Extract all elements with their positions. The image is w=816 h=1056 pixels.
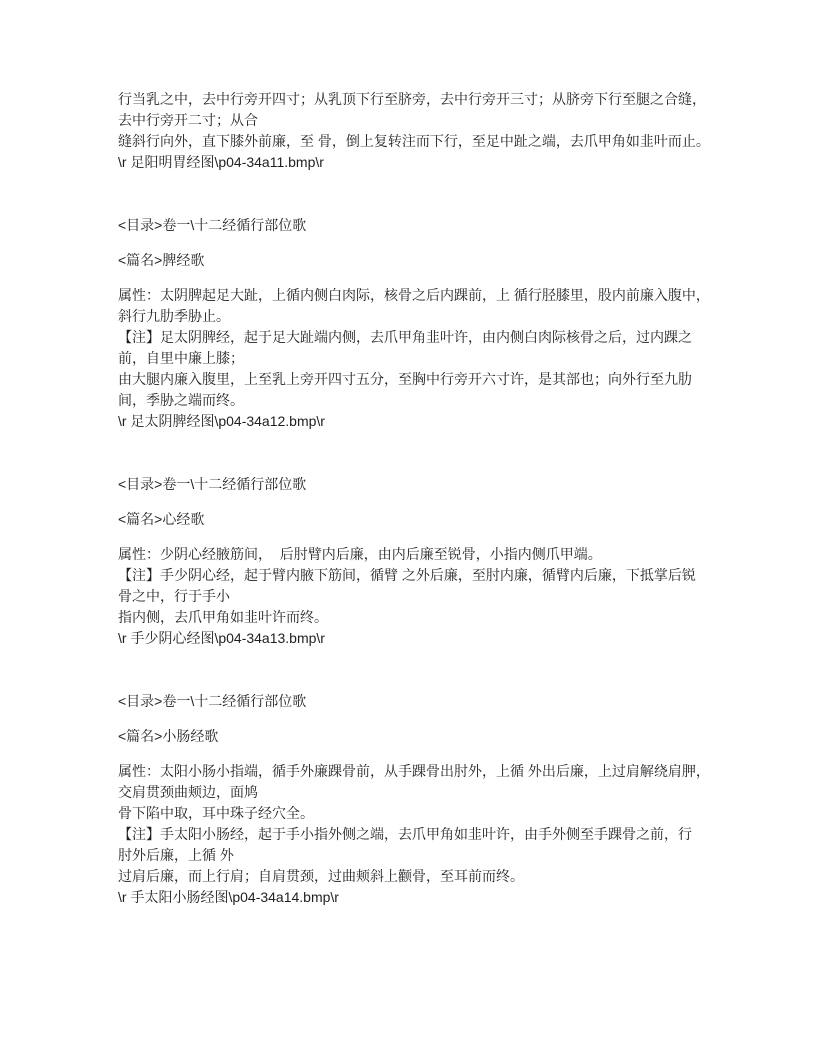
section-body: [118, 544, 720, 649]
text-line: 间，季胁之端而终。: [118, 392, 244, 408]
title-line: <篇名>心经歌: [118, 511, 205, 527]
section-heart-meridian-song: [118, 474, 720, 649]
image-reference-line: \r 足太阴脾经图\p04-34a12.bmp\r: [118, 413, 325, 429]
text-line: 肘外后廉，上循 外: [118, 847, 234, 863]
text-line: 【注】手太阳小肠经，起于手小指外侧之端，去爪甲角如韭叶许，由手外侧至手踝骨之前，行: [118, 826, 692, 842]
text-line: 骨之中，行于手小: [118, 588, 230, 604]
text-line: 斜行九肋季胁止。: [118, 308, 230, 324]
text-line: 前，自里中廉上膝；: [118, 350, 244, 366]
image-reference-line: \r 手少阴心经图\p04-34a13.bmp\r: [118, 630, 325, 646]
paragraph-continuation: [118, 89, 720, 173]
title-line: <篇名>小肠经歌: [118, 728, 219, 744]
section-small-intestine-meridian-song: [118, 691, 720, 908]
title-line: <篇名>脾经歌: [118, 252, 205, 268]
text-line: 行当乳之中，去中行旁开四寸；从乳顶下行至脐旁，去中行旁开三寸；从脐旁下行至腿之合缝，: [118, 91, 706, 107]
text-line: 【注】足太阴脾经，起于足大趾端内侧，去爪甲角韭叶许，由内侧白肉际核骨之后，过内踝之: [118, 329, 692, 345]
image-reference-line: \r 手太阳小肠经图\p04-34a14.bmp\r: [118, 889, 339, 905]
text-line: 去中行旁开二寸；从合: [118, 112, 258, 128]
section-body: [118, 761, 720, 908]
text-line: 缝斜行向外，直下膝外前廉，至 骨，倒上复转注而下行，至足中趾之端，去爪甲角如韭叶而止。: [118, 133, 710, 149]
image-reference-line: \r 足阳明胃经图\p04-34a11.bmp\r: [118, 154, 324, 170]
text-line: 指内侧，去爪甲角如韭叶许而终。: [118, 609, 328, 625]
section-body: [118, 285, 720, 432]
text-line: 属性：太阳小肠小指端，循手外廉踝骨前，从手踝骨出肘外，上循 外出后廉，上过肩解绕肩胛，: [118, 763, 710, 779]
toc-line: <目录>卷一\十二经循行部位歌: [118, 693, 307, 709]
text-line: 属性：太阴脾起足大趾，上循内侧白肉际，核骨之后内踝前，上 循行胫膝里，股内前廉入腹中，: [118, 287, 710, 303]
text-line: 由大腿内廉入腹里，上至乳上旁开四寸五分，至胸中行旁开六寸许，是其部也；向外行至九肋: [118, 371, 692, 387]
section-spleen-meridian-song: [118, 215, 720, 432]
text-line: 骨下陷中取，耳中珠子经穴全。: [118, 805, 314, 821]
toc-line: <目录>卷一\十二经循行部位歌: [118, 476, 307, 492]
text-line: 过肩后廉，而上行肩；自肩贯颈，过曲颊斜上颧骨，至耳前而终。: [118, 868, 524, 884]
text-line: 交肩贯颈曲颊边，面鸠: [118, 784, 258, 800]
text-line: 属性：少阴心经腋筋间， 后肘臂内后廉，由内后廉至锐骨，小指内侧爪甲端。: [118, 546, 602, 562]
toc-line: <目录>卷一\十二经循行部位歌: [118, 217, 307, 233]
text-line: 【注】手少阴心经，起于臂内腋下筋间，循臂 之外后廉，至肘内廉，循臂内后廉，下抵掌后锐: [118, 567, 696, 583]
